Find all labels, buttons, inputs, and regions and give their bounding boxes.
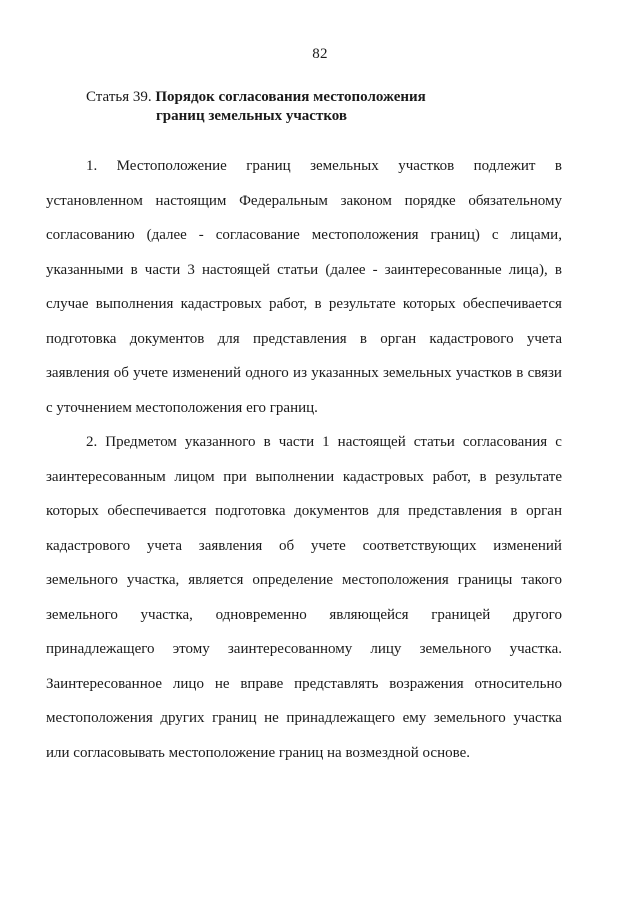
article-heading bbox=[86, 88, 426, 126]
word: статьи bbox=[413, 434, 455, 450]
word: (далее bbox=[325, 261, 366, 278]
article-number: Статья 39. bbox=[86, 89, 152, 105]
word: настоящим bbox=[155, 192, 227, 209]
word: относительно bbox=[474, 675, 562, 692]
word: лицами, bbox=[510, 227, 562, 243]
paragraph-1 bbox=[46, 149, 562, 425]
word: местоположения bbox=[342, 572, 449, 588]
text-line bbox=[46, 460, 562, 495]
word: - bbox=[372, 261, 378, 278]
paragraph-2 bbox=[46, 425, 562, 770]
word: границей bbox=[431, 606, 491, 623]
word: определение bbox=[252, 572, 334, 588]
word: участков bbox=[398, 158, 455, 174]
word: согласования bbox=[462, 434, 548, 450]
word: с bbox=[491, 227, 499, 243]
word: земельного bbox=[46, 572, 118, 588]
word: порядке bbox=[404, 192, 456, 209]
word: выполнения bbox=[95, 296, 174, 312]
word: принадлежащего bbox=[286, 710, 395, 726]
word: подготовка bbox=[215, 503, 286, 519]
word: является bbox=[188, 572, 244, 588]
word: не bbox=[264, 710, 279, 726]
text-line bbox=[46, 149, 562, 184]
word: в bbox=[516, 365, 524, 381]
text-line bbox=[46, 701, 562, 736]
word: заявления bbox=[46, 365, 110, 381]
word: результате bbox=[328, 296, 396, 312]
word: 1. bbox=[86, 158, 98, 174]
word: границ bbox=[212, 710, 257, 726]
word: принадлежащего bbox=[46, 641, 155, 657]
word: из bbox=[293, 365, 307, 381]
word: представлять bbox=[294, 675, 379, 692]
word: местоположения bbox=[311, 227, 419, 243]
word: в bbox=[554, 261, 562, 278]
word: Федеральным bbox=[239, 192, 328, 209]
word: связи bbox=[527, 365, 562, 381]
word: лицом bbox=[174, 468, 215, 485]
word: настоящей bbox=[201, 261, 271, 278]
word: земельного bbox=[433, 710, 506, 726]
text-line bbox=[46, 598, 562, 633]
word: статьи bbox=[277, 261, 319, 278]
text-line-last: или согласовывать местоположение границ на возмездной основе. bbox=[46, 744, 471, 761]
word: кадастрового bbox=[429, 330, 514, 347]
word: лицо bbox=[172, 675, 204, 692]
word: указанных bbox=[311, 365, 379, 381]
word: учете bbox=[310, 537, 346, 554]
word: об bbox=[279, 537, 295, 554]
word: участков bbox=[455, 365, 512, 381]
word: 3 bbox=[187, 261, 195, 278]
text-line bbox=[46, 322, 562, 357]
word: результате bbox=[495, 468, 562, 485]
word: границ bbox=[246, 158, 291, 174]
word: других bbox=[160, 710, 205, 726]
word: такого bbox=[521, 572, 562, 588]
word: являющейся bbox=[329, 606, 409, 623]
word: обеспечивается bbox=[462, 296, 562, 312]
word: Предметом bbox=[105, 434, 177, 450]
word: работ, bbox=[268, 296, 308, 312]
word: для bbox=[377, 503, 400, 519]
word: заинтересованным bbox=[46, 468, 166, 485]
word: орган bbox=[526, 503, 562, 519]
text-line-last: с уточнением местоположения его границ. bbox=[46, 399, 318, 416]
word: части bbox=[278, 434, 315, 450]
text-line bbox=[46, 563, 562, 598]
word: учета bbox=[526, 330, 562, 347]
word: случае bbox=[46, 296, 89, 312]
word: для bbox=[217, 330, 240, 347]
word: в bbox=[554, 158, 562, 174]
text-line bbox=[46, 529, 562, 564]
word: лица), bbox=[508, 261, 548, 278]
word: в bbox=[510, 503, 518, 519]
word: вправе bbox=[240, 675, 284, 692]
word: которых bbox=[46, 503, 99, 519]
word: местоположения bbox=[46, 710, 153, 726]
word: подготовка bbox=[46, 330, 117, 347]
word: документов bbox=[129, 330, 205, 347]
word: учета bbox=[146, 537, 183, 554]
article-title-line2: границ земельных участков bbox=[156, 108, 348, 124]
word: заинтересованные bbox=[384, 261, 502, 278]
text-line bbox=[46, 667, 562, 702]
word: подлежит bbox=[473, 158, 536, 174]
word: изменений bbox=[172, 365, 241, 381]
text-line bbox=[46, 425, 562, 460]
word: границ) bbox=[430, 227, 480, 243]
word: Заинтересованное bbox=[46, 675, 163, 692]
text-line bbox=[46, 632, 562, 667]
page-number: 82 bbox=[312, 46, 328, 62]
word: документов bbox=[294, 503, 369, 519]
word: одновременно bbox=[215, 606, 307, 623]
word: другого bbox=[512, 606, 562, 623]
text-line bbox=[46, 253, 562, 288]
word: заинтересованному bbox=[227, 641, 353, 657]
word: с bbox=[555, 434, 562, 450]
word: согласование bbox=[215, 227, 300, 243]
word: обеспечивается bbox=[107, 503, 207, 519]
word: земельного bbox=[419, 641, 492, 657]
word: - bbox=[198, 227, 204, 243]
word: об bbox=[113, 365, 129, 381]
word: участка, bbox=[126, 572, 180, 588]
word: представления bbox=[252, 330, 347, 347]
word: согласованию bbox=[46, 227, 135, 243]
word: указанными bbox=[46, 261, 124, 278]
word: участка. bbox=[509, 641, 562, 657]
word: выполнении bbox=[255, 468, 335, 485]
word: которых bbox=[402, 296, 456, 312]
word: при bbox=[223, 468, 247, 485]
word: (далее bbox=[146, 227, 187, 243]
word: кадастровых bbox=[342, 468, 424, 485]
word: возражения bbox=[389, 675, 464, 692]
text-line bbox=[46, 218, 562, 253]
word: 1 bbox=[322, 434, 330, 450]
text-line bbox=[46, 356, 562, 391]
word: этому bbox=[172, 641, 210, 657]
word: кадастрового bbox=[46, 537, 131, 554]
text-line bbox=[46, 494, 562, 529]
word: указанного bbox=[184, 434, 256, 450]
word: границы bbox=[457, 572, 513, 588]
word: в bbox=[263, 434, 271, 450]
word: в bbox=[130, 261, 138, 278]
word: не bbox=[214, 675, 230, 692]
word: установленном bbox=[46, 192, 143, 209]
word: земельного bbox=[46, 606, 118, 623]
word: соответствующих bbox=[362, 537, 477, 554]
word: 2. bbox=[86, 434, 98, 450]
word: в bbox=[479, 468, 487, 485]
word: ему bbox=[402, 710, 427, 726]
word: одного bbox=[245, 365, 289, 381]
word: изменений bbox=[493, 537, 562, 554]
word: земельных bbox=[382, 365, 452, 381]
word: земельных bbox=[310, 158, 379, 174]
word: законом bbox=[340, 192, 392, 209]
word: части bbox=[144, 261, 181, 278]
word: обязательному bbox=[468, 192, 562, 209]
article-title-line1: Порядок согласования местоположения bbox=[155, 89, 426, 105]
word: орган bbox=[380, 330, 417, 347]
text-line bbox=[46, 287, 562, 322]
word: кадастровых bbox=[180, 296, 262, 312]
word: работ, bbox=[432, 468, 471, 485]
word: лицу bbox=[370, 641, 402, 657]
word: учете bbox=[133, 365, 169, 381]
word: настоящей bbox=[337, 434, 406, 450]
word: в bbox=[314, 296, 322, 312]
word: Местоположение bbox=[116, 158, 227, 174]
word: участка bbox=[513, 710, 562, 726]
text-line bbox=[46, 184, 562, 219]
word: в bbox=[359, 330, 368, 347]
word: участка, bbox=[140, 606, 193, 623]
article-body bbox=[46, 149, 562, 770]
word: представления bbox=[408, 503, 502, 519]
word: заявления bbox=[198, 537, 263, 554]
